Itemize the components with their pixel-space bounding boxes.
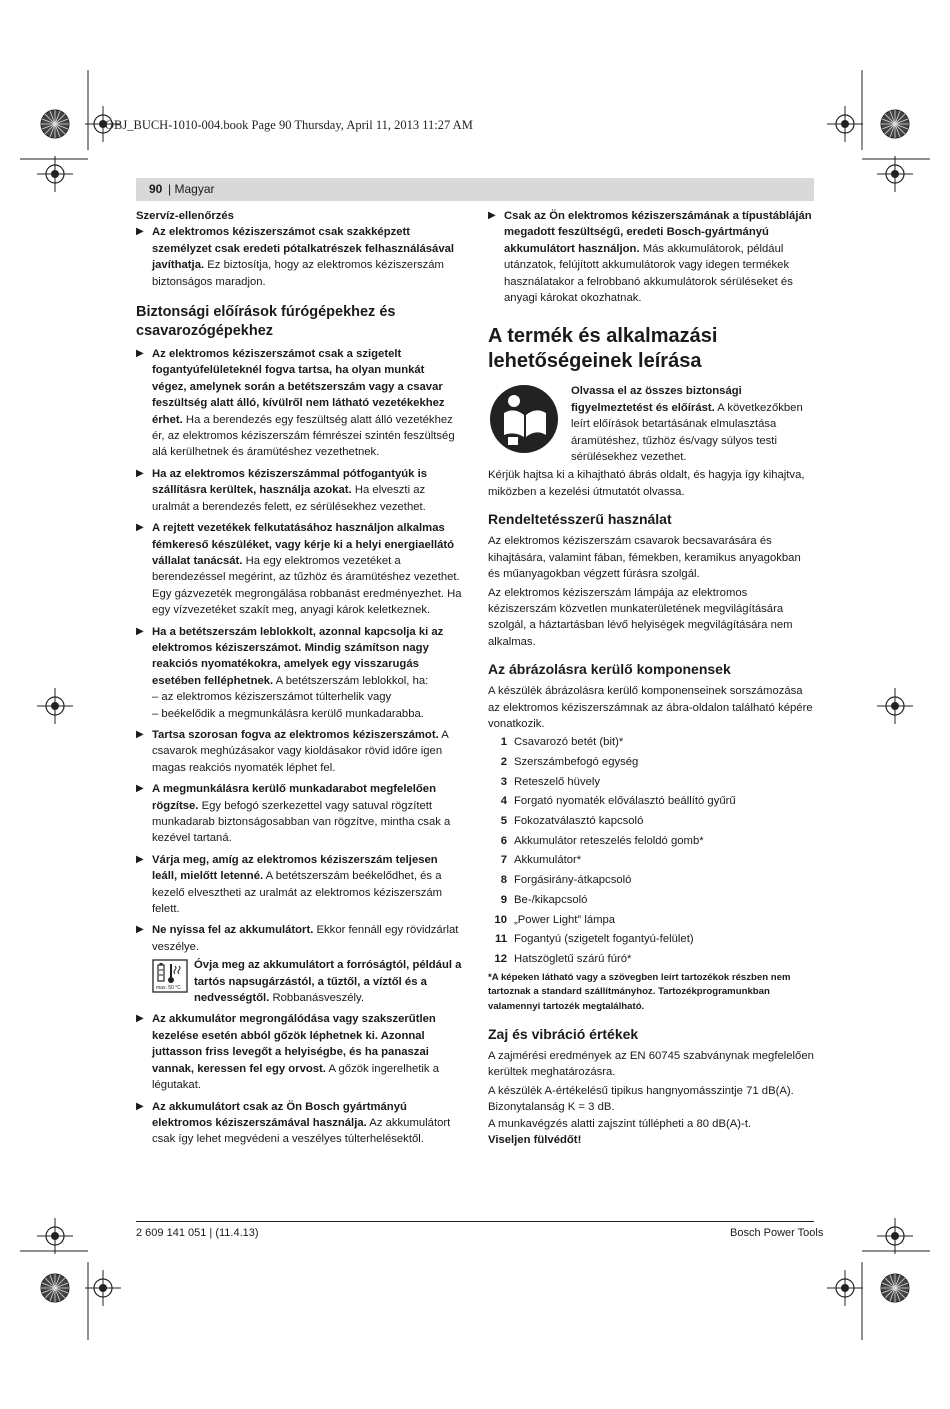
- read-manual-notice: [488, 383, 814, 465]
- safety-bullet-3: ▶ A rejtett vezetékek felkutatásához használjon alkalmas fémkereső készüléket, vagy kérje ki a helyi energiaellátó vállalat tanácsát. Ha egy elektromos vezetéket a berendezéssel megérint, az tűzhöz és áramütéshez vezethet. Egy gázvezeték megrongálása robbanást eredményezhet. Ha egy vízvezetéket szakít meg, anyagi károk keletkeznek.: [136, 522, 462, 617]
- component-number: 11: [495, 933, 507, 946]
- intended-use-heading: Rendeltetésszerű használat: [488, 511, 672, 528]
- safety-bullet-9: ▶ Az akkumulátor megrongálódása vagy szakszerűtlen kezelése esetén abból gőzök léphetnek ki. Azonnal juttasson friss levegőt a helyiségbe, és ha panaszai vannak, keressen fel egy orvost. A gőzök ingerelhetik a légutakat.: [136, 1013, 439, 1092]
- bullet-arrow-icon: ▶: [488, 210, 496, 221]
- component-number: 2: [500, 756, 507, 769]
- service-heading: Szervíz-ellenőrzés: [136, 210, 234, 222]
- page-header-bar: [136, 178, 814, 201]
- component-label: Szerszámbefogó egység: [514, 756, 639, 769]
- component-label: Hatszögletű szárú fúró*: [514, 952, 632, 965]
- component-label: Fogantyú (szigetelt fogantyú-felület): [514, 933, 694, 946]
- dash-item: – beékelődik a megmunkálásra kerülő munkadarabba.: [152, 707, 424, 720]
- bullet-arrow-icon: ▶: [136, 625, 144, 637]
- noise-heading: Zaj és vibráció értékek: [488, 1025, 639, 1042]
- right-column: [488, 208, 814, 1148]
- noise-paragraph-2: A készülék A-értékelésű tipikus hangnyomásszintje 71 dB(A). Bizonytalanság K = 3 dB.: [488, 1084, 794, 1114]
- component-label: Forgató nyomaték előválasztó beállító gyűrű: [514, 795, 736, 808]
- bullet-arrow-icon: ▶: [136, 348, 144, 360]
- starburst-top-left: [41, 110, 69, 138]
- component-item: [488, 754, 814, 774]
- component-item: [488, 872, 814, 892]
- component-number: 5: [500, 815, 507, 828]
- component-item: [488, 774, 814, 794]
- component-item: [488, 892, 814, 912]
- page-language: | Magyar: [168, 182, 215, 196]
- brand-name: Bosch Power Tools: [730, 1227, 824, 1239]
- bullet-arrow-icon: ▶: [136, 924, 144, 936]
- heat-warning-text: Óvja meg az akkumulátort a forróságtól, például a tartós napsugárzástól, a tűztől, a víztől és a nedvességtől. Robbanásveszély.: [194, 959, 462, 1005]
- page-number: 90: [149, 182, 163, 196]
- components-heading: Az ábrázolásra kerülő komponensek: [488, 661, 731, 678]
- starburst-top-right: [881, 110, 909, 138]
- safety-bullet-8: ▶ Ne nyissa fel az akkumulátort. Ekkor fennáll egy rövidzárlat veszélye.: [136, 924, 459, 953]
- component-number: 9: [500, 893, 507, 906]
- starburst-bottom-right: [881, 1274, 909, 1302]
- component-number: 6: [500, 834, 507, 847]
- component-number: 1: [500, 736, 507, 749]
- safety-bullet-2: ▶ Ha az elektromos kéziszerszámmal pótfogantyúk is szállításra kerültek, használja azokat. Ha elveszti az uralmát a berendezés felett, ez sérülésekhez vezethet.: [136, 467, 427, 513]
- bullet-arrow-icon: ▶: [136, 226, 144, 238]
- bullet-arrow-icon: ▶: [136, 853, 144, 865]
- component-item: [488, 912, 814, 932]
- safety-bullet-7: ▶ Várja meg, amíg az elektromos kéziszerszám teljesen leáll, mielőtt letenné. A betétszerszám beékelődhet, és a kezelő elvesztheti az uralmát az elektromos kéziszerszám felett.: [136, 853, 443, 916]
- left-column: [136, 208, 462, 1153]
- components-intro: A készülék ábrázolásra kerülő komponenseinek sorszámozása az elektromos kéziszerszámnak az ábra-oldalon található képére vonatkozik.: [488, 685, 813, 730]
- intended-use-paragraph-1: Az elektromos kéziszerszám csavarok becsavarására és kihajtására, valamint fában, fémekben, keramikus anyagokban és műanyagokban végzett fúrásra szolgál.: [488, 535, 801, 581]
- bullet-arrow-icon: ▶: [136, 1100, 144, 1112]
- starburst-bottom-left: [41, 1274, 69, 1302]
- component-item: [488, 734, 814, 754]
- product-heading: A termék és alkalmazási lehetőségeinek leírása: [488, 325, 718, 373]
- bullet-arrow-icon: ▶: [136, 467, 144, 479]
- bullet-arrow-icon: ▶: [136, 783, 144, 795]
- footer-rule: [136, 1221, 814, 1222]
- component-label: Akkumulátor reteszelés feloldó gomb*: [514, 834, 704, 847]
- component-label: Forgásirány-átkapcsoló: [514, 874, 632, 887]
- component-label: Be-/kikapcsoló: [514, 893, 588, 906]
- safety-bullet-5: ▶ Tartsa szorosan fogva az elektromos kéziszerszámot. A csavarok meghúzásakor vagy kioldásakor rövid időre igen magas reakciós nyomaték léphet fel.: [136, 728, 449, 774]
- component-item: [488, 852, 814, 872]
- service-bullet: ▶ Az elektromos kéziszerszámot csak szakképzett személyzet csak eredeti pótalkatrészek felhasználásával javíthatja. Ez biztosítja, hogy az elektromos kéziszerszám biztonságos maradjon.: [136, 226, 455, 288]
- bullet-arrow-icon: ▶: [136, 728, 144, 740]
- thermometer-battery-icon: [152, 959, 188, 993]
- document-number: 2 609 141 051 | (11.4.13): [136, 1227, 259, 1239]
- read-manual-icon: [488, 383, 560, 455]
- component-item: [488, 793, 814, 813]
- component-label: Csavarozó betét (bit)*: [514, 736, 624, 749]
- battery-bullet: ▶ Csak az Ön elektromos kéziszerszámának a típustábláján megadott feszültségű, eredeti Bosch-gyártmányú akkumulátort használjon. Más akkumulátorok, például utánzatok, felújított akkumulátorok vagy idegen termékek használatakor a felrobbanó akkumulátorok sérüléseket és anyagi károkat okozhatnak.: [488, 210, 812, 305]
- component-label: Akkumulátor*: [514, 854, 582, 867]
- noise-paragraph-3: A munkavégzés alatti zajszint túllépheti a 80 dB(A)-t.: [488, 1117, 752, 1130]
- safety-bullet-6: ▶ A megmunkálásra kerülő munkadarabot megfelelően rögzítse. Egy befogó szerkezettel vagy satuval rögzített munkadarab biztonságosabban van rögzítve, mintha csak a kezével tartaná.: [136, 783, 451, 845]
- components-list: [488, 734, 814, 970]
- component-number: 8: [500, 874, 507, 887]
- component-item: [488, 951, 814, 971]
- component-item: [488, 931, 814, 951]
- bullet-arrow-icon: ▶: [136, 522, 144, 534]
- component-number: 12: [494, 952, 507, 965]
- component-label: „Power Light” lámpa: [514, 913, 616, 926]
- component-item: [488, 813, 814, 833]
- safety-heading: Biztonsági előírások fúrógépekhez és csavarozógépekhez: [136, 304, 396, 339]
- component-number: 10: [494, 913, 507, 926]
- component-number: 4: [500, 795, 507, 808]
- safety-bullet-10: ▶ Az akkumulátort csak az Ön Bosch gyártmányú elektromos kéziszerszámával használja. Az akkumulátort csak így lehet megvédeni a veszélyes túlterhelésektől.: [136, 1100, 451, 1146]
- noise-paragraph-1: A zajmérési eredmények az EN 60745 szabványnak megfelelően kerültek meghatározásra.: [488, 1049, 814, 1079]
- component-number: 7: [500, 854, 507, 867]
- component-item: [488, 833, 814, 853]
- intended-use-paragraph-2: Az elektromos kéziszerszám lámpája az elektromos kéziszerszám közvetlen munkaterületének megvilágítására szolgál, a háztartásban lévő helyiségek megvilágítására nem alkalmas.: [488, 586, 793, 648]
- dash-item: – az elektromos kéziszerszámot túlterhelik vagy: [152, 691, 392, 704]
- bullet-arrow-icon: ▶: [136, 1013, 144, 1025]
- fold-instruction: Kérjük hajtsa ki a kihajtható ábrás oldalt, és hagyja így kihajtva, miközben a kezelési útmutatót olvassa.: [488, 469, 805, 498]
- component-label: Fokozatválasztó kapcsoló: [514, 815, 644, 828]
- file-info-tag: OBJ_BUCH-1010-004.book Page 90 Thursday, April 11, 2013 11:27 AM: [105, 118, 473, 132]
- read-manual-text: Olvassa el az összes biztonsági figyelmeztetést és előírást. A következőkben leírt előírások betartásának elmulasztása áramütéshez, tűzhöz és/vagy súlyos testi sérülésekhez vezethet.: [571, 385, 803, 464]
- accessories-footnote: *A képeken látható vagy a szövegben leírt tartozékok részben nem tartoznak a standard szállítmányhoz. Tartozékprogramunkban valamennyi tartozék megtalálható.: [488, 971, 791, 1013]
- safety-bullet-1: ▶ Az elektromos kéziszerszámot csak a szigetelt fogantyúfelületeknél fogva tartsa, ha olyan munkát végez, amelynek során a betétszerszám vagy a csavar feszültség alatt álló, kívülről nem látható vezetékekhez érhet. Ha a berendezés egy feszültség alatt álló vezetékhez ér, az elektromos kéziszerszám fémrészei szintén feszültség alá kerülhetnek és áramütéshez vezethetnek.: [136, 348, 455, 459]
- svg-text:max. 50 °C: max. 50 °C: [156, 985, 181, 992]
- component-label: Reteszelő hüvely: [514, 775, 601, 788]
- safety-bullet-4: ▶ Ha a betétszerszám leblokkolt, azonnal kapcsolja ki az elektromos kéziszerszámot. Mindig számítson nagy reakciós nyomatékokra, amelyek egy visszarugás esetében felléphetnek. A betétszerszám leblokkol, ha: – az elektromos kéziszerszámot túlterhelik vagy – beékelődik a megmunkálásra kerülő munkadarabba.: [136, 624, 462, 722]
- hearing-protection-warning: Viseljen fülvédőt!: [488, 1134, 582, 1147]
- component-number: 3: [500, 775, 507, 788]
- heat-warning: [152, 957, 462, 1006]
